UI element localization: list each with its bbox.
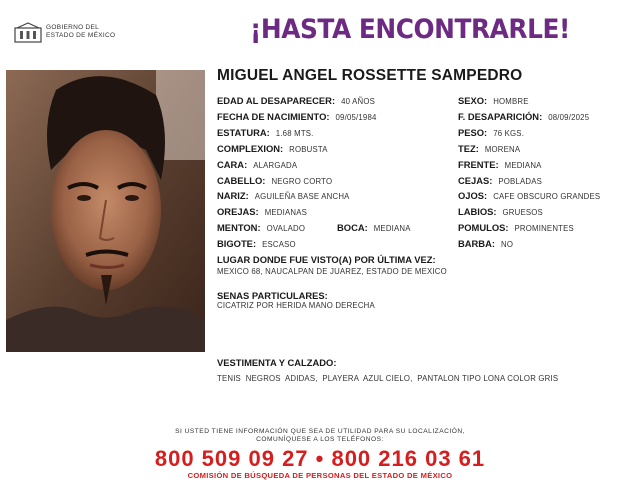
attr-row [217, 222, 305, 233]
attr-value: 09/05/1984 [335, 112, 377, 122]
attr-value: OVALADO [266, 224, 306, 234]
attr-row [458, 222, 574, 233]
attr-row [217, 238, 296, 249]
attr-value: MEDIANAS [264, 208, 308, 218]
attr-label: OREJAS: [217, 206, 259, 218]
contact-line2: COMUNÍQUESE A LOS TELÉFONOS: [256, 436, 384, 443]
attr-value: ALARGADA [253, 160, 298, 170]
attr-value: 1.68 MTS. [275, 128, 314, 138]
state-coat-of-arms-icon [14, 22, 44, 44]
location-label: LUGAR DONDE FUE VISTO(A) POR ÚLTIMA VEZ: [217, 254, 436, 265]
attr-row [217, 95, 375, 106]
phone-numbers[interactable]: 800 509 09 27 • 800 216 03 61 [154, 446, 486, 471]
attr-row-boca [337, 222, 411, 233]
gov-line1: GOBIERNO DEL [46, 24, 100, 31]
attr-row [217, 190, 350, 201]
attr-label: CEJAS: [458, 174, 493, 186]
attr-label: BIGOTE: [217, 238, 257, 250]
attr-value: POBLADAS [498, 176, 543, 186]
attr-value: MEDIANA [504, 160, 542, 170]
attr-label: MENTON: [217, 222, 261, 234]
headline: ¡HASTA ENCONTRARLE! [250, 14, 570, 45]
attr-label: FECHA DE NACIMIENTO: [217, 110, 330, 122]
attr-value: CAFE OBSCURO GRANDES [493, 192, 601, 202]
attr-value: 08/09/2025 [548, 112, 590, 122]
attr-label: CARA: [217, 158, 248, 170]
attr-label: SEXO: [458, 95, 488, 106]
attr-label: NARIZ: [217, 190, 249, 202]
attr-row [217, 175, 332, 186]
attr-label: EDAD AL DESAPARECER: [217, 95, 336, 106]
attr-row [458, 111, 589, 122]
gov-line2: ESTADO DE MÉXICO [46, 32, 116, 39]
senas-label: SENAS PARTICULARES: [217, 290, 328, 301]
attr-row [458, 206, 543, 217]
attr-value: HOMBRE [493, 97, 529, 106]
attr-row [217, 143, 328, 154]
attr-row [458, 159, 542, 170]
attr-value: AGUILEÑA BASE ANCHA [254, 192, 350, 202]
attr-row [217, 111, 377, 122]
attr-row [217, 159, 297, 170]
attr-label: BARBA: [458, 238, 495, 250]
attr-row [458, 175, 542, 186]
attr-value: 76 KGS. [493, 128, 525, 138]
footer-agency: COMISIÓN DE BÚSQUEDA DE PERSONAS DEL ESTADO DE MÉXICO [187, 471, 453, 480]
attr-row [217, 206, 307, 217]
attr-label: COMPLEXION: [217, 142, 284, 154]
clothing-value: TENIS NEGROS ADIDAS, PLAYERA AZUL CIELO, PANTALON TIPO LONA COLOR GRIS [217, 374, 559, 383]
attr-label: LABIOS: [458, 206, 497, 218]
attr-value: PROMINENTES [514, 224, 574, 234]
contact-line1: SI USTED TIENE INFORMACIÓN QUE SEA DE UTILIDAD PARA SU LOCALIZACIÓN, [175, 428, 465, 435]
location-value: MEXICO 68, NAUCALPAN DE JUAREZ, ESTADO DE MEXICO [217, 267, 447, 276]
clothing-label: VESTIMENTA Y CALZADO: [217, 357, 337, 368]
attr-label: FRENTE: [458, 158, 499, 170]
attr-value: NEGRO CORTO [271, 176, 333, 186]
attr-value: ROBUSTA [289, 144, 328, 154]
gov-logo-text [46, 24, 115, 40]
attr-label: BOCA: [337, 222, 368, 233]
attr-label: CABELLO: [217, 174, 266, 186]
attr-label: F. DESAPARICIÓN: [458, 110, 543, 122]
attr-row [458, 127, 524, 138]
attr-row [458, 238, 513, 249]
attr-label: TEZ: [458, 142, 479, 154]
attr-row [458, 190, 600, 201]
attr-value: MORENA [484, 144, 521, 154]
senas-value: CICATRIZ POR HERIDA MANO DERECHA [217, 301, 375, 310]
attr-row [217, 127, 314, 138]
attr-label: OJOS: [458, 190, 488, 202]
attr-value: ESCASO [262, 240, 296, 250]
attr-value: 40 AÑOS [341, 97, 375, 106]
attr-row [458, 95, 529, 106]
attr-value: GRUESOS [502, 208, 543, 218]
attr-label: ESTATURA: [217, 126, 270, 138]
attr-label: POMULOS: [458, 222, 509, 234]
person-name: MIGUEL ANGEL ROSSETTE SAMPEDRO [217, 67, 523, 84]
attr-label: PESO: [458, 126, 488, 138]
attr-row [458, 143, 520, 154]
attr-value: NO [500, 240, 514, 250]
attr-value: MEDIANA [373, 224, 411, 233]
missing-person-photo [6, 70, 205, 352]
